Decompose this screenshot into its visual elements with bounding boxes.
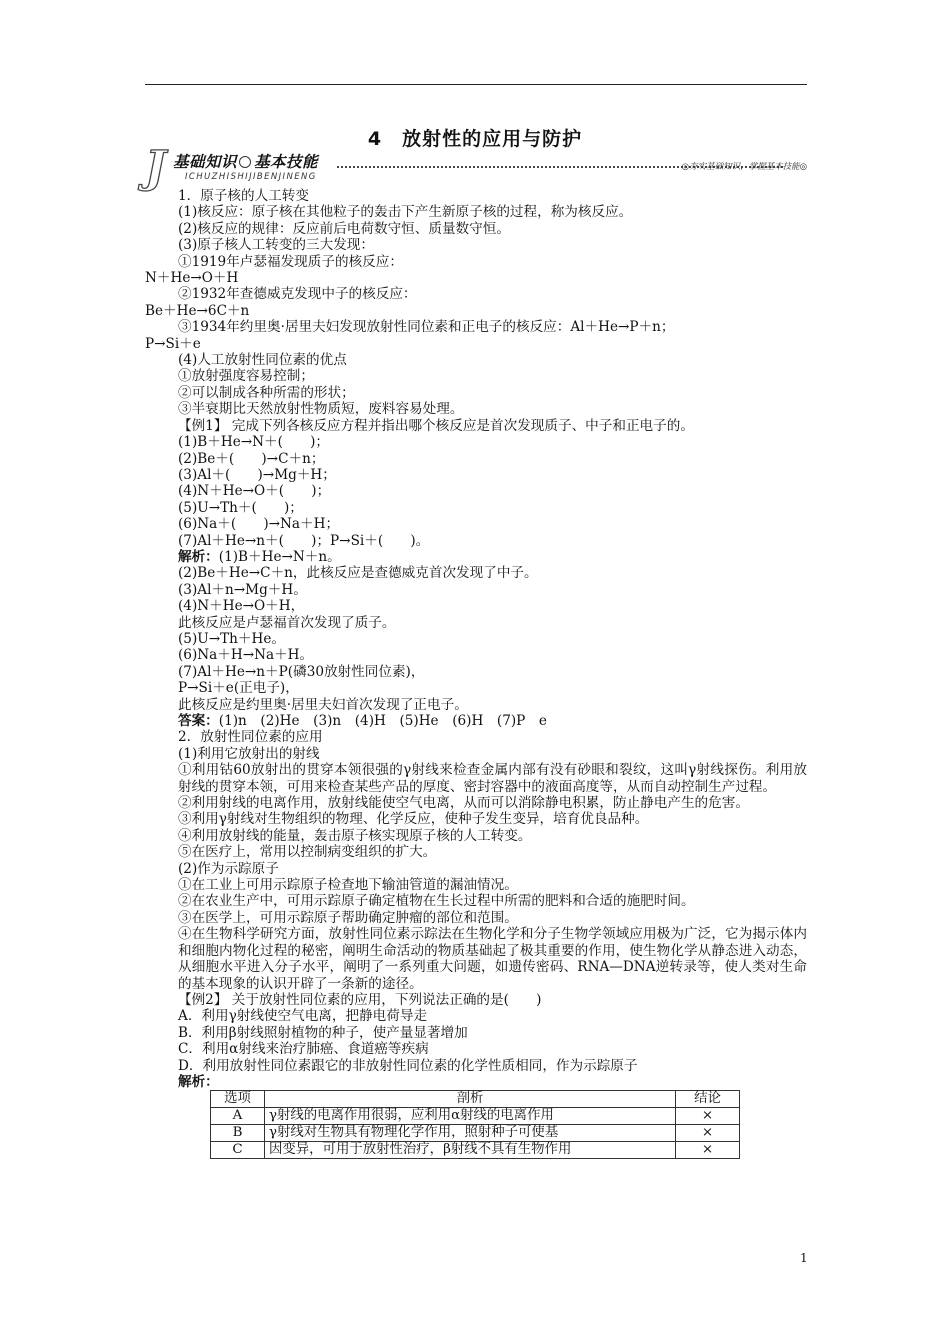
line-text: Be＋He→6C＋n — [145, 302, 250, 319]
banner-heading — [173, 150, 318, 172]
page-number: 1 — [800, 1251, 808, 1265]
line-text: (7)Al＋He→n＋P(磷30放射性同位素)， — [178, 663, 425, 680]
line-text: (3)原子核人工转变的三大发现： — [178, 237, 374, 254]
line-text: ④利用放射线的能量，轰击原子核实现原子核的人工转变。 — [178, 827, 532, 844]
text-line — [145, 877, 807, 893]
text-line — [145, 893, 807, 909]
line-text: (3)Al＋( )→Mg＋H； — [178, 466, 336, 483]
table-cell: × — [676, 1142, 740, 1159]
line-text: (6)Na＋H→Na＋H。 — [178, 647, 314, 664]
text-line — [145, 1008, 807, 1024]
line-text: (4)N＋He→O＋( )； — [178, 483, 331, 500]
line-text: ①放射强度容易控制； — [178, 368, 314, 385]
line-text: (4)人工放射性同位素的优点 — [178, 352, 347, 369]
table-row — [211, 1125, 740, 1142]
banner-separator-icon — [239, 156, 251, 168]
line-text: N＋He→O＋H — [145, 270, 239, 287]
text-line — [145, 204, 807, 220]
text-line — [145, 713, 807, 729]
line-text: 【例1】 完成下列各核反应方程并指出哪个核反应是首次发现质子、中子和正电子的。 — [178, 417, 694, 434]
line-text: ②在农业生产中，可用示踪原子确定植物在生长过程中所需的肥料和合适的施肥时间。 — [178, 893, 695, 910]
text-line — [145, 1041, 807, 1057]
text-line — [145, 221, 807, 237]
line-text: ②1932年查德威克发现中子的核反应： — [178, 286, 417, 303]
line-text: (2)作为示踪原子 — [178, 860, 279, 877]
line-text: (2)核反应的规律：反应前后电荷数守恒、质量数守恒。 — [178, 220, 510, 237]
line-text: (1)B＋He→N＋n。 — [218, 548, 341, 565]
text-line — [145, 910, 807, 926]
text-line — [145, 762, 807, 795]
table-header-cell: 选项 — [211, 1091, 265, 1108]
text-line — [145, 270, 807, 286]
text-line — [145, 352, 807, 368]
document-body — [145, 188, 807, 1159]
line-text: (1)n (2)He (3)n (4)H (5)He (6)H (7)P e — [218, 713, 547, 729]
line-text: (4)N＋He→O＋H， — [178, 598, 305, 615]
text-line — [145, 615, 807, 631]
text-line — [145, 664, 807, 680]
line-text: ③1934年约里奥·居里夫妇发现放射性同位素和正电子的核反应：Al＋He→P＋n； — [178, 319, 675, 336]
banner-heading-b: 基本技能 — [254, 153, 319, 171]
line-text: (2)Be＋( )→C＋n； — [178, 450, 325, 467]
page-title: 4 放射性的应用与防护 — [367, 128, 583, 150]
text-line — [145, 286, 807, 302]
text-line — [145, 582, 807, 598]
line-text: ①1919年卢瑟福发现质子的核反应： — [178, 253, 403, 270]
text-line — [145, 992, 807, 1008]
line-text: (6)Na＋( )→Na＋H； — [178, 516, 340, 533]
text-line — [145, 861, 807, 877]
text-line — [145, 729, 807, 745]
text-line — [145, 303, 807, 319]
text-line — [145, 254, 807, 270]
table-header-cell: 结论 — [676, 1091, 740, 1108]
header-rule — [145, 84, 807, 85]
text-line — [145, 795, 807, 811]
text-line — [145, 811, 807, 827]
line-text: B．利用β射线照射植物的种子，使产量显著增加 — [178, 1024, 468, 1041]
line-text: 1．原子核的人工转变 — [178, 188, 309, 204]
section-banner — [145, 142, 807, 193]
line-text: (5)U→Th＋He。 — [178, 630, 286, 647]
text-line — [145, 844, 807, 860]
line-text: ②可以制成各种所需的形状； — [178, 384, 355, 401]
line-text: 此核反应是卢瑟福首次发现了质子。 — [178, 614, 396, 631]
line-text: ④在生物科学研究方面，放射性同位素示踪法在生物化学和分子生物学领域应用极为广泛，它为揭示体内和细胞内物化过程的秘密，阐明生命活动的物质基础起了极其重要的作用，使生物化学从静态进入动态，从细胞水平进入分子水平，阐明了一系列重大问题，如遗传密码、RNA—DNA逆转录等，使人类对生命的基本现象的认识开辟了一条新的途径。 — [178, 926, 807, 992]
table-cell: B — [211, 1125, 265, 1142]
line-text: (1)利用它放射出的射线 — [178, 745, 320, 762]
text-line — [145, 680, 807, 696]
text-line — [145, 533, 807, 549]
text-line — [145, 336, 807, 352]
table-cell: 因变异，可用于放射性治疗，β射线不具有生物作用 — [265, 1142, 676, 1159]
table-header-cell: 剖析 — [265, 1091, 676, 1108]
text-line — [145, 319, 807, 335]
line-text: 2．放射性同位素的应用 — [178, 729, 323, 746]
line-text: ③在医学上，可用示踪原子帮助确定肿瘤的部位和范围。 — [178, 909, 518, 926]
text-line — [145, 516, 807, 532]
text-line — [145, 1058, 807, 1074]
text-line — [145, 401, 807, 417]
table-row — [211, 1108, 740, 1125]
table-cell: × — [676, 1125, 740, 1142]
table-row — [211, 1142, 740, 1159]
text-line — [145, 237, 807, 253]
table-cell: γ射线的电离作用很弱，应利用α射线的电离作用 — [265, 1108, 676, 1125]
text-line — [145, 549, 807, 565]
banner-pinyin: ICHUZHISHIJIBENJINENG — [185, 172, 317, 182]
text-line — [145, 647, 807, 663]
line-label: 解析： — [178, 1073, 219, 1090]
text-line — [145, 434, 807, 450]
text-line — [145, 1025, 807, 1041]
text-line — [145, 418, 807, 434]
line-text: ⑤在医疗上，常用以控制病变组织的扩大。 — [178, 844, 437, 861]
table-cell: × — [676, 1108, 740, 1125]
text-line — [145, 926, 807, 992]
text-line — [145, 467, 807, 483]
line-text: 此核反应是约里奥·居里夫妇首次发现了正电子。 — [178, 696, 468, 713]
table-cell: C — [211, 1142, 265, 1159]
line-text: (2)Be＋He→C＋n，此核反应是查德威克首次发现了中子。 — [178, 565, 538, 582]
line-text: (5)U→Th＋( )； — [178, 499, 303, 516]
text-line — [145, 483, 807, 499]
line-label: 答案： — [178, 713, 219, 729]
line-text: P→Si＋e(正电子)， — [178, 680, 299, 697]
line-text: ①利用钴60放射出的贯穿本领很强的γ射线来检查金属内部有没有砂眼和裂纹，这叫γ射线探伤。利用放射线的贯穿本领，可用来检查某些产品的厚度、密封容器中的液面高度等，从而自动控制生产过程。 — [178, 762, 807, 795]
text-line — [145, 188, 807, 204]
text-line — [145, 598, 807, 614]
line-text: ②利用射线的电离作用，放射线能使空气电离，从而可以消除静电积累，防止静电产生的危害。 — [178, 795, 749, 812]
line-text: ①在工业上可用示踪原子检查地下输油管道的漏油情况。 — [178, 877, 518, 894]
text-line — [145, 500, 807, 516]
line-text: (1)核反应：原子核在其他粒子的轰击下产生新原子核的过程，称为核反应。 — [178, 204, 633, 221]
banner-motto: ◎夯实基础知识，掌握基本技能◎ — [681, 162, 807, 172]
text-line — [145, 828, 807, 844]
line-text: (7)Al＋He→n＋( )；P→Si＋( )。 — [178, 532, 430, 549]
text-line — [145, 631, 807, 647]
line-text: ③利用γ射线对生物组织的物理、化学反应，使种子发生变异，培育优良品种。 — [178, 811, 649, 828]
line-label: 解析： — [178, 548, 219, 565]
banner-heading-a: 基础知识 — [173, 153, 238, 171]
line-text: A．利用γ射线使空气电离，把静电荷导走 — [178, 1008, 428, 1025]
text-line — [145, 368, 807, 384]
line-text: ③半衰期比天然放射性物质短，废料容易处理。 — [178, 401, 464, 418]
text-line — [145, 746, 807, 762]
table-cell: γ射线对生物具有物理化学作用，照射种子可使基 — [265, 1125, 676, 1142]
line-text: (1)B＋He→N＋( )； — [178, 434, 330, 451]
line-text: C．利用α射线来治疗肺癌、食道癌等疾病 — [178, 1041, 429, 1058]
text-line — [145, 1074, 807, 1090]
text-line — [145, 385, 807, 401]
table-cell: A — [211, 1108, 265, 1125]
line-text: P→Si＋e — [145, 335, 201, 352]
analysis-table — [210, 1090, 740, 1159]
line-text: (3)Al＋n→Mg＋H。 — [178, 581, 307, 598]
banner-letter: J — [145, 142, 166, 193]
line-text: 【例2】 关于放射性同位素的应用，下列说法正确的是( ) — [178, 991, 542, 1008]
text-line — [145, 565, 807, 581]
text-line — [145, 451, 807, 467]
text-line — [145, 697, 807, 713]
table-header-row — [211, 1091, 740, 1108]
line-text: D．利用放射性同位素跟它的非放射性同位素的化学性质相同，作为示踪原子 — [178, 1057, 638, 1074]
